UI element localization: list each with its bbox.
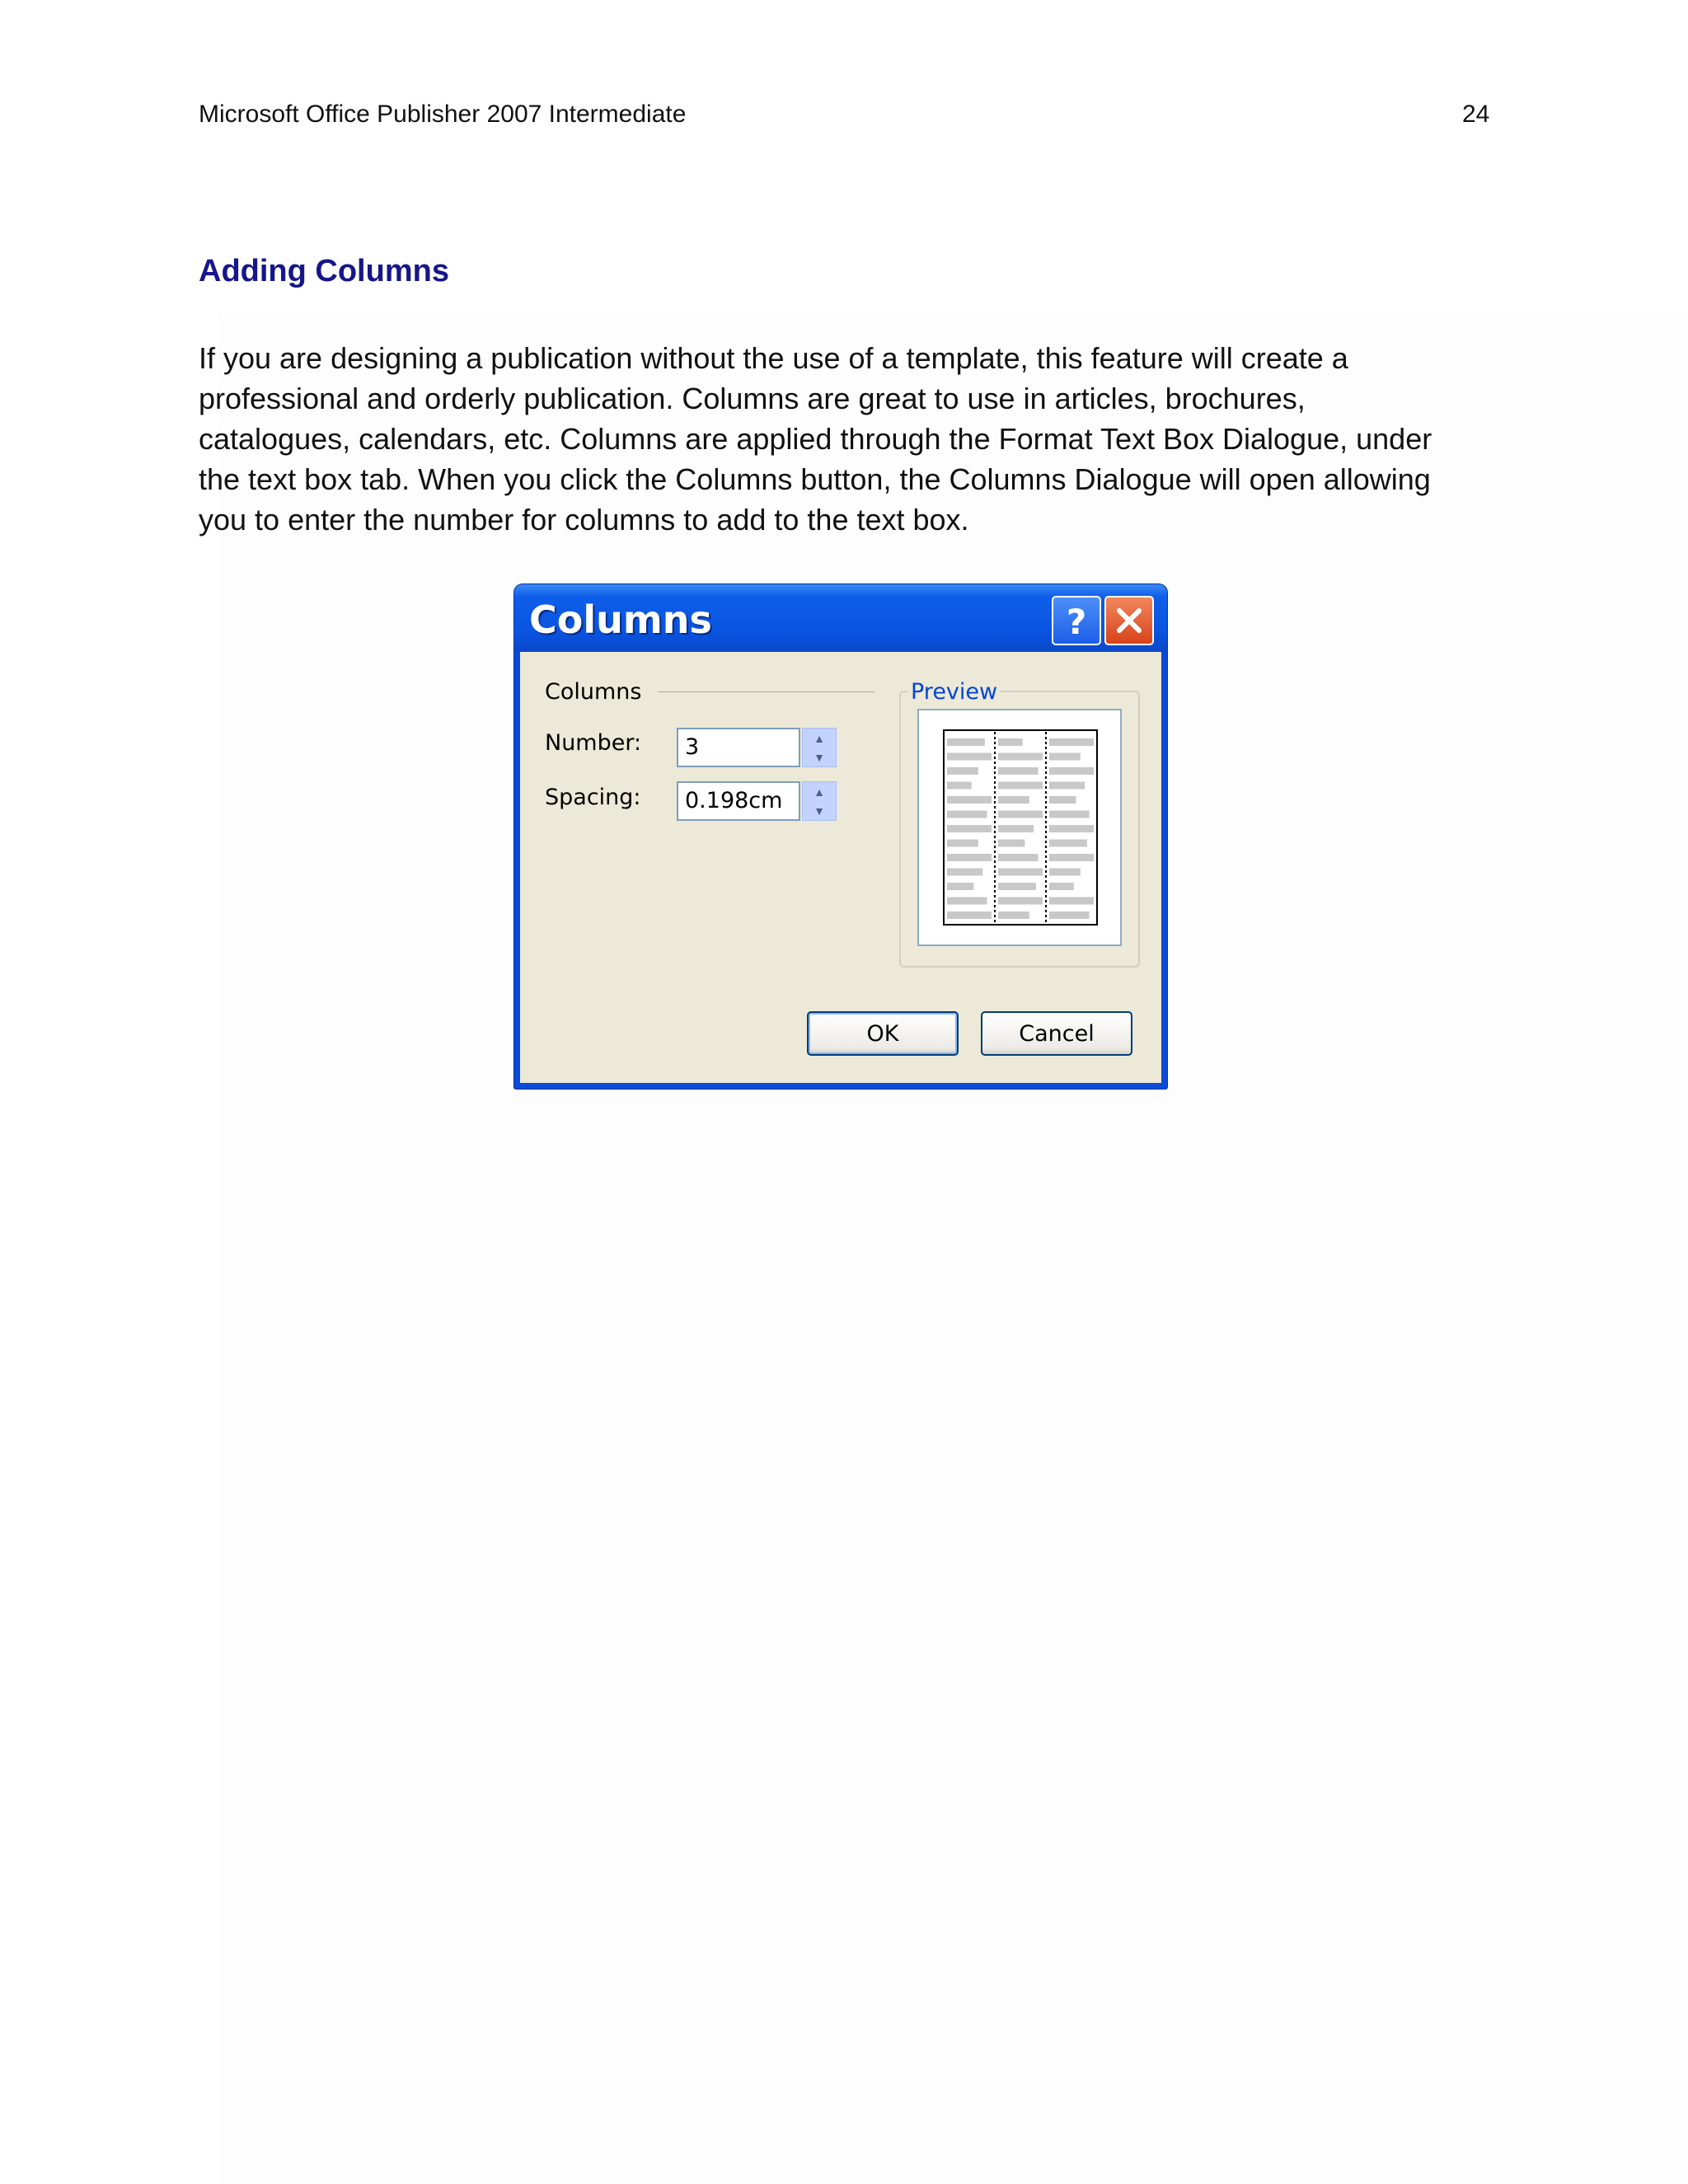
preview-text-line — [1049, 738, 1094, 746]
dialog-title: Columns — [529, 598, 712, 642]
spin-up-icon[interactable]: ▲ — [814, 785, 825, 799]
preview-text-line — [947, 912, 992, 919]
paragraph-line: the text box tab. When you click the Columns button, the Columns Dialogue will open allowing — [199, 462, 1431, 496]
columns-preview-image — [919, 710, 1120, 944]
preview-text-line — [947, 767, 978, 775]
spin-up-icon[interactable]: ▲ — [814, 731, 825, 745]
preview-text-line — [1049, 883, 1074, 890]
paragraph-line: professional and orderly publication. Columns are great to use in articles, brochures, — [199, 382, 1306, 415]
preview-text-line — [947, 840, 978, 847]
columns-dialog — [514, 584, 1167, 1089]
preview-text-line — [947, 811, 987, 818]
preview-text-line — [947, 825, 992, 832]
preview-text-line — [1049, 796, 1076, 804]
number-spinner[interactable] — [802, 728, 837, 767]
close-icon — [1114, 606, 1144, 635]
number-input[interactable]: 3 — [677, 728, 800, 767]
ok-button[interactable]: OK — [807, 1011, 959, 1056]
dialog-body — [520, 652, 1161, 1083]
help-icon — [1060, 602, 1093, 639]
preview-text-line — [1049, 811, 1090, 818]
document-header-title: Microsoft Office Publisher 2007 Intermediate — [199, 101, 687, 128]
preview-text-line — [1049, 782, 1085, 790]
spacing-input[interactable]: 0.198cm — [677, 781, 800, 821]
svg-text:?: ? — [1066, 602, 1087, 639]
preview-text-line — [998, 811, 1043, 818]
preview-text-line — [998, 883, 1036, 890]
preview-text-line — [947, 782, 972, 790]
preview-text-line — [1049, 898, 1094, 905]
preview-text-line — [998, 840, 1025, 847]
cancel-button[interactable]: Cancel — [981, 1011, 1132, 1056]
preview-text-line — [947, 753, 992, 761]
preview-text-line — [998, 782, 1043, 790]
preview-text-line — [947, 869, 982, 876]
help-button[interactable] — [1052, 596, 1101, 645]
preview-text-line — [1049, 912, 1090, 919]
preview-text-line — [998, 753, 1043, 761]
dialog-title-bar[interactable] — [514, 584, 1167, 652]
preview-text-line — [947, 738, 985, 746]
body-paragraph — [199, 338, 1501, 540]
spacing-spinner[interactable] — [802, 781, 837, 821]
preview-text-line — [1049, 825, 1094, 832]
spin-down-icon[interactable]: ▼ — [814, 804, 825, 818]
preview-text-line — [1049, 869, 1081, 876]
preview-label: Preview — [907, 679, 1001, 705]
spacing-label: Spacing: — [545, 785, 641, 810]
preview-text-line — [998, 767, 1039, 775]
number-label: Number: — [545, 730, 642, 756]
preview-text-line — [998, 854, 1039, 861]
section-heading: Adding Columns — [199, 254, 449, 288]
preview-text-line — [998, 825, 1034, 832]
paragraph-line: you to enter the number for columns to add to the text box. — [199, 503, 969, 537]
preview-text-line — [947, 883, 973, 890]
preview-text-line — [998, 898, 1043, 905]
preview-text-line — [998, 912, 1029, 919]
page-number: 24 — [1462, 101, 1490, 128]
preview-text-line — [998, 738, 1023, 746]
preview-box — [917, 709, 1122, 946]
preview-text-line — [1049, 840, 1087, 847]
preview-text-line — [998, 869, 1043, 876]
columns-group-label: Columns — [545, 679, 642, 705]
preview-text-line — [947, 898, 987, 905]
preview-text-line — [1049, 854, 1094, 861]
group-divider — [658, 691, 874, 692]
preview-text-line — [947, 796, 992, 804]
preview-text-line — [998, 796, 1029, 804]
paragraph-line: catalogues, calendars, etc. Columns are applied through the Format Text Box Dialogue, under — [199, 422, 1432, 456]
close-button[interactable] — [1104, 596, 1154, 645]
preview-text-line — [1049, 753, 1081, 761]
spin-down-icon[interactable]: ▼ — [814, 750, 825, 764]
preview-text-line — [947, 854, 992, 861]
paragraph-line: If you are designing a publication without the use of a template, this feature will create a — [199, 341, 1348, 375]
preview-text-line — [1049, 767, 1094, 775]
